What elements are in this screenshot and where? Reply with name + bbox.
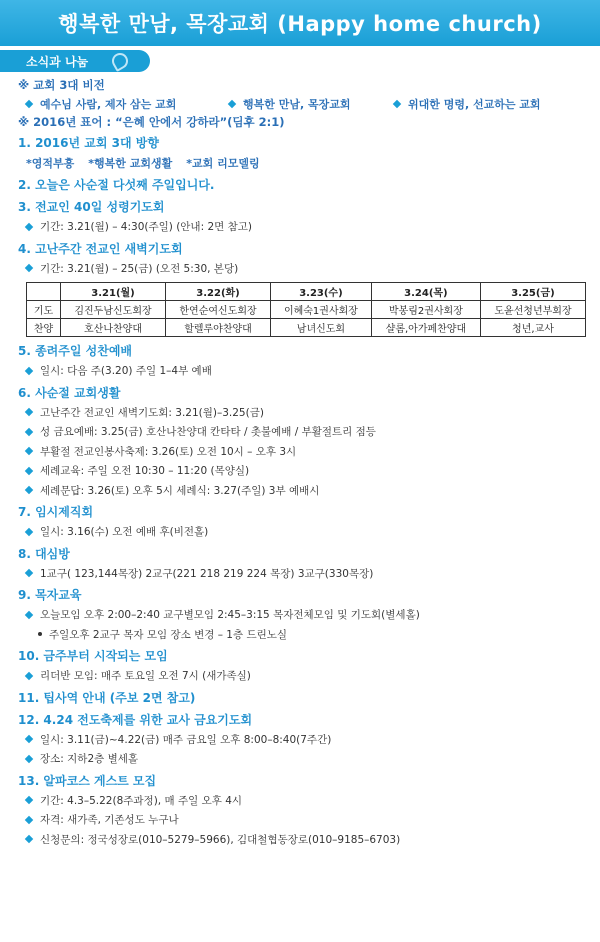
vision-list: [18, 94, 588, 113]
sub-list-item: [18, 625, 588, 645]
list-item: [18, 422, 588, 442]
list-item-text: 기간: 4.3–5.22(8주과정), 매 주일 오후 4시: [40, 794, 243, 807]
list-item-text: 일시: 3.11(금)~4.22(금) 매주 금요일 오후 8:00–8:40(7주간): [40, 733, 332, 746]
page-title: 행복한 만남, 목장교회 (Happy home church): [58, 12, 542, 36]
list-item: [18, 259, 588, 279]
table-row-label: 찬양: [27, 319, 61, 337]
diamond-bullet-icon: [25, 835, 33, 843]
direction-item: *교회 리모델링: [186, 157, 260, 170]
table-cell: 호산나찬양대: [61, 319, 166, 337]
list-item-text: 일시: 3.16(수) 오전 예배 후(비전홀): [40, 526, 209, 539]
vision-item: [26, 96, 229, 112]
vision-item-text: 행복한 만남, 목장교회: [243, 97, 351, 111]
list-item: [18, 522, 588, 542]
announcements: [18, 76, 588, 849]
vision-item-text: 위대한 명령, 선교하는 교회: [408, 97, 541, 111]
vision-heading: ※ 교회 3대 비전: [18, 78, 105, 92]
list-item-text: 세례교육: 주일 오전 10:30 – 11:20 (목양실): [40, 465, 250, 478]
diamond-bullet-icon: [25, 428, 33, 436]
section-tab-label: 소식과 나눔: [26, 54, 89, 69]
diamond-bullet-icon: [25, 223, 33, 231]
diamond-bullet-icon: [25, 796, 33, 804]
table-cell: 박봉림2권사회장: [371, 301, 480, 319]
section-title: 8. 대심방: [18, 546, 70, 561]
table-header-cell: 3.23(수): [271, 283, 372, 301]
header-banner: [0, 0, 600, 46]
diamond-bullet-icon: [25, 816, 33, 824]
table-cell: 할렐루야찬양대: [166, 319, 271, 337]
list-item: [18, 217, 588, 237]
table-row: [27, 301, 586, 319]
list-item: [18, 749, 588, 769]
diamond-bullet-icon: [25, 264, 33, 272]
diamond-bullet-icon: [25, 735, 33, 743]
table-cell: 한연순여신도회장: [166, 301, 271, 319]
table-cell: 샬롬,아가페찬양대: [371, 319, 480, 337]
table-header-cell: 3.25(금): [480, 283, 585, 301]
vision-item-text: 예수님 사람, 제자 삼는 교회: [40, 97, 177, 111]
table-header-cell: 3.21(월): [61, 283, 166, 301]
diamond-bullet-icon: [25, 528, 33, 536]
vision-item: [394, 96, 541, 112]
section-title: 10. 금주부터 시작되는 모임: [18, 649, 168, 663]
table-header-cell: 3.22(화): [166, 283, 271, 301]
list-item-text: 성 금요예배: 3.25(금) 호산나찬양대 칸타타 / 촛불예배 / 부활절트리 점등: [40, 426, 376, 439]
section-title: 12. 4.24 전도축제를 위한 교사 금요기도회: [18, 712, 253, 727]
list-item: [18, 810, 588, 830]
diamond-bullet-icon: [25, 569, 33, 577]
list-item-text: 장소: 지하2층 별세홀: [40, 753, 139, 766]
table-cell: 남녀신도회: [271, 319, 372, 337]
list-item-text: 자격: 새가족, 기존성도 누구나: [40, 814, 179, 827]
list-item-text: 리더반 모임: 매주 토요일 오전 7시 (새가족실): [40, 670, 251, 683]
leaf-icon: [109, 50, 131, 72]
diamond-bullet-icon: [25, 367, 33, 375]
prayer-schedule-table: [26, 282, 586, 337]
list-item: [18, 564, 588, 584]
table-row-label: 기도: [27, 301, 61, 319]
section-tab: [0, 50, 150, 72]
table-row: [27, 319, 586, 337]
diamond-bullet-icon: [25, 447, 33, 455]
table-cell: 김진두남신도회장: [61, 301, 166, 319]
section-title: 3. 전교인 40일 성령기도회: [18, 200, 165, 214]
diamond-bullet-icon: [25, 99, 33, 107]
list-item-text: 주일오후 2교구 목자 모임 장소 변경 – 1층 드린노실: [49, 628, 288, 641]
diamond-bullet-icon: [228, 99, 236, 107]
table-header-cell: 3.24(목): [371, 283, 480, 301]
list-item-text: 부활절 전교인봉사축제: 3.26(토) 오전 10시 – 오후 3시: [40, 445, 297, 458]
table-header-row: [27, 283, 586, 301]
table-cell: 이혜숙1권사회장: [271, 301, 372, 319]
diamond-bullet-icon: [25, 408, 33, 416]
list-item-text: 기간: 3.21(월) – 25(금) (오전 5:30, 본당): [40, 262, 239, 275]
list-item: [18, 481, 588, 501]
section-title: 1. 2016년 교회 3대 방향: [18, 136, 159, 150]
list-item-text: 세례문답: 3.26(토) 오후 5시 세례식: 3.27(주일) 3부 예배시: [40, 484, 320, 497]
list-item-text: 1교구( 123,144목장) 2교구(221 218 219 224 목장) 3교구(330목장): [40, 567, 374, 580]
section-title: 4. 고난주간 전교인 새벽기도회: [18, 241, 183, 256]
list-item-text: 오늘모임 오후 2:00–2:40 교구별모임 2:45–3:15 목자전체모임 및 기도회(별세홀): [40, 609, 420, 622]
direction-list: [18, 153, 588, 173]
diamond-bullet-icon: [25, 486, 33, 494]
list-item-text: 일시: 다음 주(3.20) 주일 1–4부 예배: [40, 365, 212, 378]
section-title: 5. 종려주일 성찬예배: [18, 344, 133, 358]
list-item: [18, 666, 588, 686]
list-item: [18, 442, 588, 462]
section-title: 13. 알파코스 게스트 모집: [18, 773, 157, 788]
list-item: [18, 461, 588, 481]
diamond-bullet-icon: [393, 99, 401, 107]
table-cell: 청년,교사: [480, 319, 585, 337]
list-item-text: 신청문의: 정국성장로(010–5279–5966), 김대철협동장로(010–9185–6703): [40, 833, 401, 846]
list-item: [18, 730, 588, 750]
diamond-bullet-icon: [25, 467, 33, 475]
list-item: [18, 791, 588, 811]
table-cell: 도윤선청년부회장: [480, 301, 585, 319]
list-item: [18, 361, 588, 381]
dot-bullet-icon: [38, 632, 42, 636]
section-title: 6. 사순절 교회생활: [18, 385, 121, 400]
list-item: [18, 403, 588, 423]
list-item-text: 기간: 3.21(월) – 4:30(주일) (안내: 2면 참고): [40, 221, 252, 234]
diamond-bullet-icon: [25, 611, 33, 619]
diamond-bullet-icon: [25, 672, 33, 680]
list-item: [18, 605, 588, 625]
section-title: 7. 임시제직회: [18, 505, 94, 519]
section-title: 9. 목자교육: [18, 588, 82, 602]
vision-item: [229, 96, 394, 112]
list-item-text: 고난주간 전교인 새벽기도회: 3.21(월)–3.25(금): [40, 406, 264, 419]
motto: ※ 2016년 표어 : “은혜 안에서 강하라”(딤후 2:1): [18, 115, 285, 129]
list-item: [18, 830, 588, 850]
table-corner-cell: [27, 283, 61, 301]
direction-item: *행복한 교회생활: [88, 157, 173, 170]
section-title: 2. 오늘은 사순절 다섯째 주일입니다.: [18, 178, 215, 192]
section-title: 11. 팁사역 안내 (주보 2면 참고): [18, 690, 196, 705]
diamond-bullet-icon: [25, 755, 33, 763]
direction-item: *영적부흥: [26, 157, 75, 170]
